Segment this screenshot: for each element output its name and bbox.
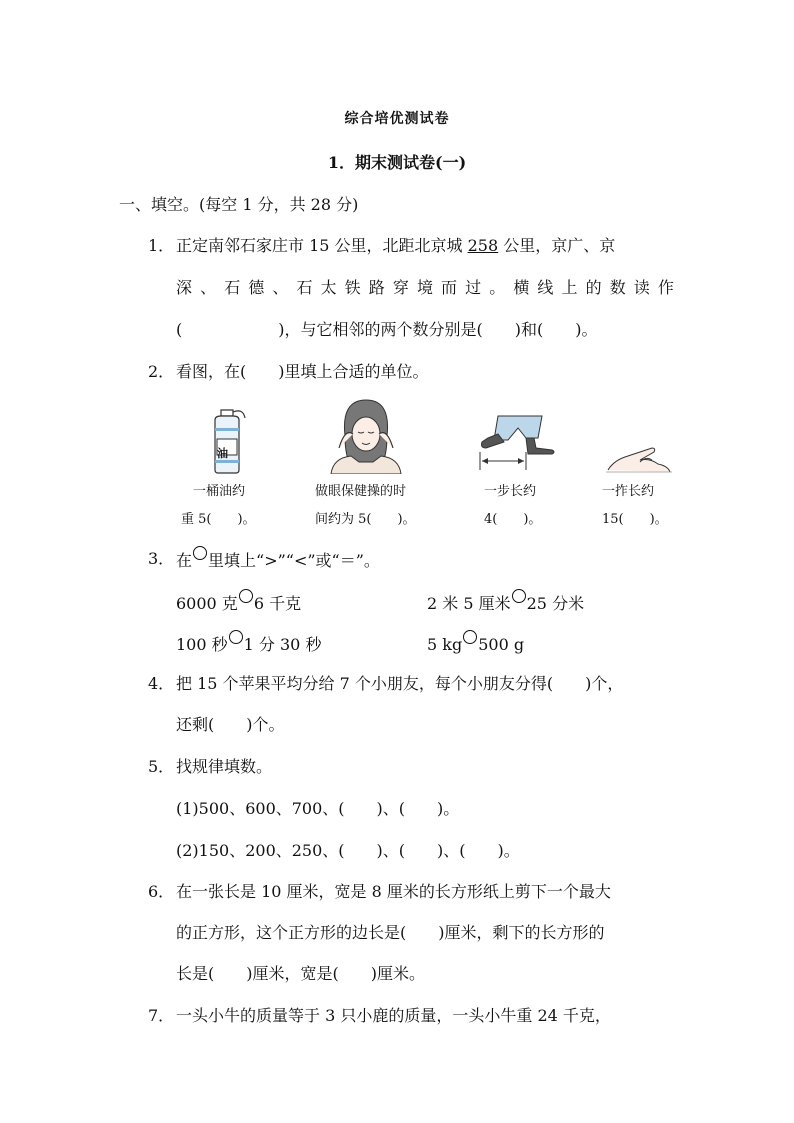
q4-line2: 还剩( )个。 xyxy=(176,715,285,734)
underlined-number: 258 xyxy=(467,236,499,255)
legs-step-icon xyxy=(476,412,562,474)
circle-blank-icon xyxy=(193,546,207,560)
q5-text: 找规律填数。 xyxy=(176,757,273,776)
caption-eye-2: 间约为 5( )。 xyxy=(315,512,416,527)
q3-row2-left: 100 秒 1 分 30 秒 xyxy=(176,630,321,655)
circle-blank-icon[interactable] xyxy=(229,630,243,644)
paper-title: 1．期末测试卷(一) xyxy=(327,153,467,172)
q1-number: 1． xyxy=(148,236,175,255)
oil-label: 油 xyxy=(217,447,228,460)
q1-line1: 正定南邻石家庄市 15 公里，北距北京城 258 公里，京广、京 xyxy=(176,236,616,255)
q5-number: 5． xyxy=(148,757,175,776)
q5-part1: (1)500、600、700、( )、( )。 xyxy=(176,799,460,818)
hand-span-icon xyxy=(604,440,674,474)
circle-blank-icon[interactable] xyxy=(463,630,477,644)
caption-eye-1: 做眼保健操的时 xyxy=(315,484,407,499)
q2-number: 2． xyxy=(148,362,175,381)
caption-step-2: 4( )。 xyxy=(484,512,542,527)
q3-row2-right: 5 kg 500 g xyxy=(427,630,524,654)
q2-text: 看图，在( )里填上合适的单位。 xyxy=(176,362,429,381)
caption-oil-1: 一桶油约 xyxy=(192,484,245,499)
q1-line2: 深 、 石 德 、 石 太 铁 路 穿 境 而 过 。 横 线 上 的 数 读 作 xyxy=(176,278,674,297)
girl-eye-exercise-icon xyxy=(325,396,407,474)
q1-line3: ( )，与它相邻的两个数分别是( )和( )。 xyxy=(176,320,598,339)
circle-blank-icon[interactable] xyxy=(239,589,253,603)
series-title: 综合培优测试卷 xyxy=(344,111,450,127)
caption-step-1: 一步长约 xyxy=(484,484,537,499)
q6-line1: 在一张长是 10 厘米，宽是 8 厘米的长方形纸上剪下一个最大 xyxy=(176,882,611,901)
circle-blank-icon[interactable] xyxy=(512,589,526,603)
q7-number: 7． xyxy=(148,1006,175,1025)
q3-row1-right: 2 米 5 厘米 25 分米 xyxy=(427,589,584,614)
q6-line3: 长是( )厘米，宽是( )厘米。 xyxy=(176,964,425,983)
q6-number: 6． xyxy=(148,882,175,901)
caption-span-2: 15( )。 xyxy=(602,512,668,527)
q3-number: 3． xyxy=(148,549,175,568)
caption-oil-2: 重 5( )。 xyxy=(181,512,256,527)
q4-number: 4． xyxy=(148,674,175,693)
q3-row1-left: 6000 克 6 千克 xyxy=(176,589,301,614)
section-heading: 一、填空。(每空 1 分，共 28 分) xyxy=(119,195,359,214)
q7-line1: 一头小牛的质量等于 3 只小鹿的质量，一头小牛重 24 千克， xyxy=(176,1006,611,1025)
oil-bucket-icon xyxy=(205,406,251,474)
q3-text: 在 里填上“>”“<”或“＝”。 xyxy=(176,546,380,571)
caption-span-1: 一拃长约 xyxy=(602,484,655,499)
q4-line1: 把 15 个苹果平均分给 7 个小朋友，每个小朋友分得( )个， xyxy=(176,674,624,693)
q5-part2: (2)150、200、250、( )、( )、( )。 xyxy=(176,841,520,860)
q6-line2: 的正方形，这个正方形的边长是( )厘米，剩下的长方形的 xyxy=(176,923,605,942)
